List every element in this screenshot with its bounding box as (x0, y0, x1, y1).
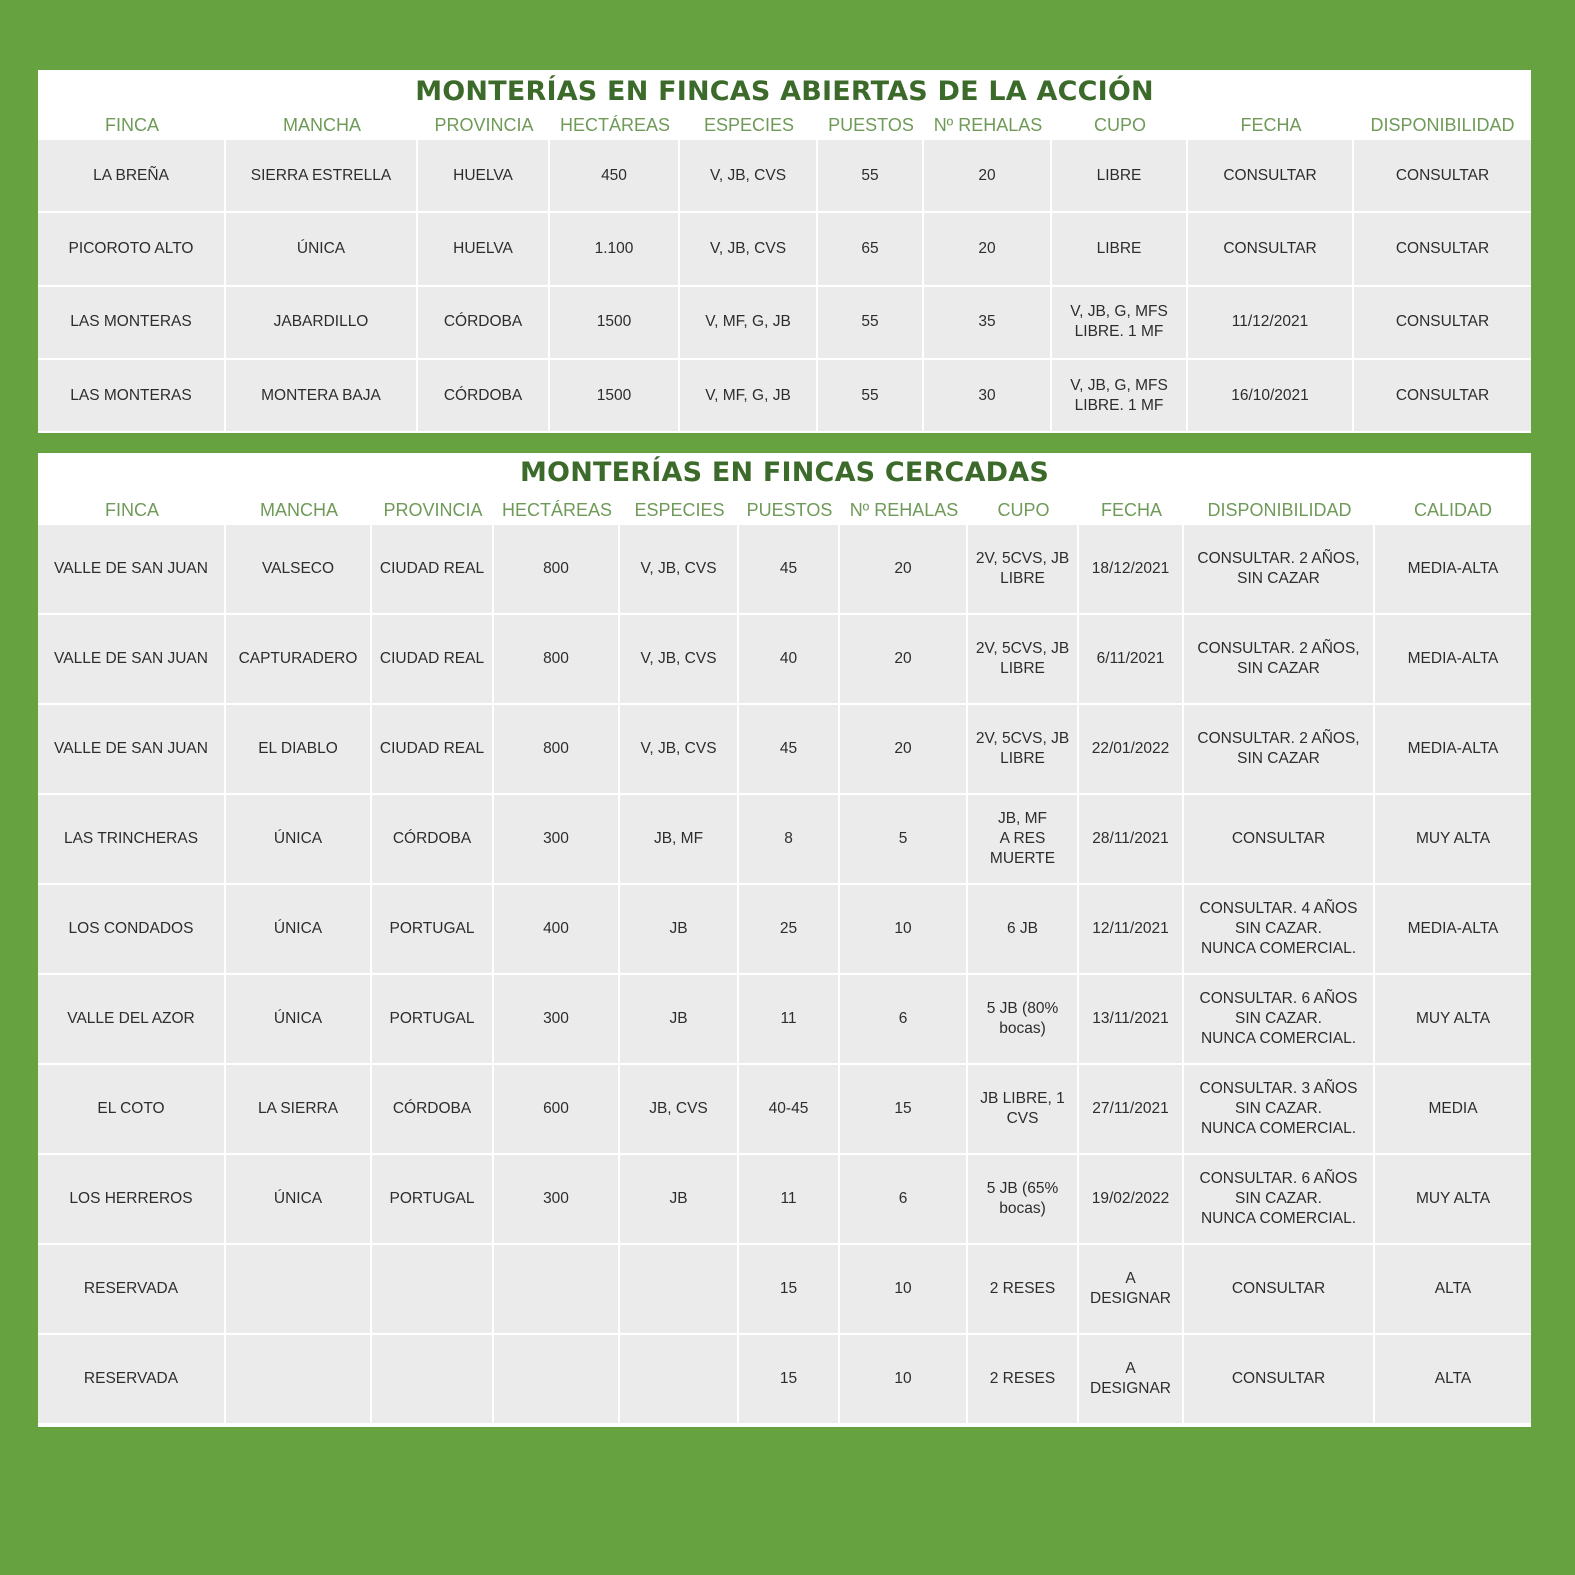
table-cell: ALTA (1375, 1245, 1531, 1335)
table-row (38, 1065, 1531, 1155)
table-cell: MUY ALTA (1375, 795, 1531, 885)
column-header: FINCA (105, 500, 159, 520)
table-cell: 300 (494, 975, 620, 1065)
table-cell: 800 (494, 705, 620, 795)
column-header: ESPECIES (634, 500, 725, 520)
table-cell: HUELVA (418, 140, 550, 213)
table-cell: 13/11/2021 (1079, 975, 1184, 1065)
table-cell: CONSULTAR (1354, 287, 1531, 360)
table-cell: MEDIA-ALTA (1375, 705, 1531, 795)
table-cell: 55 (818, 287, 924, 360)
column-header: PROVINCIA (383, 500, 483, 520)
table-cell: MEDIA-ALTA (1375, 885, 1531, 975)
column-header: FINCA (105, 115, 159, 135)
table-cell: 55 (818, 360, 924, 433)
table-cell: 11/12/2021 (1188, 287, 1354, 360)
table-cell: V, MF, G, JB (680, 287, 818, 360)
table-row (38, 140, 1531, 213)
open-table-body (38, 140, 1531, 433)
table-cell: ÚNICA (226, 213, 418, 286)
column-header: DISPONIBILIDAD (1207, 500, 1352, 520)
table-cell: 22/01/2022 (1079, 705, 1184, 795)
table-cell: CÓRDOBA (418, 287, 550, 360)
table-cell: 20 (840, 525, 968, 615)
table-cell: LA BREÑA (38, 140, 226, 213)
column-header: HECTÁREAS (559, 115, 671, 135)
table-cell: PICOROTO ALTO (38, 213, 226, 286)
table-cell: CONSULTAR. 2 AÑOS, SIN CAZAR (1184, 705, 1375, 795)
table-cell: 300 (494, 1155, 620, 1245)
table-cell: 6 (840, 1155, 968, 1245)
table-cell: ÚNICA (226, 885, 372, 975)
table-cell: 300 (494, 795, 620, 885)
table-cell (494, 1245, 620, 1335)
table-cell: LA SIERRA (226, 1065, 372, 1155)
table-cell: 11 (739, 975, 840, 1065)
table-cell: PORTUGAL (372, 885, 494, 975)
table-cell: V, JB, G, MFS LIBRE. 1 MF (1052, 360, 1188, 433)
table-cell: CONSULTAR (1184, 1245, 1375, 1335)
table-cell: 12/11/2021 (1079, 885, 1184, 975)
table-row (38, 1245, 1531, 1335)
table-cell: JB, MF A RES MUERTE (968, 795, 1079, 885)
column-header: PUESTOS (828, 115, 914, 135)
table-cell: 10 (840, 1335, 968, 1425)
table-cell: MEDIA (1375, 1065, 1531, 1155)
table-cell: 10 (840, 885, 968, 975)
table-cell: JB, MF (620, 795, 739, 885)
table-cell (620, 1245, 739, 1335)
column-header: FECHA (1240, 115, 1302, 135)
table-cell: 40-45 (739, 1065, 840, 1155)
column-header: Nº REHALAS (933, 115, 1043, 135)
table-cell: EL DIABLO (226, 705, 372, 795)
column-header: HECTÁREAS (501, 500, 613, 520)
table-row (38, 705, 1531, 795)
table-cell: 600 (494, 1065, 620, 1155)
table-cell: JB (620, 975, 739, 1065)
table-row (38, 525, 1531, 615)
table-cell: VALLE DE SAN JUAN (38, 525, 226, 615)
column-header: MANCHA (282, 115, 361, 135)
table-cell: V, JB, G, MFS LIBRE. 1 MF (1052, 287, 1188, 360)
table-row (38, 975, 1531, 1065)
table-cell: CÓRDOBA (418, 360, 550, 433)
table-cell: V, JB, CVS (620, 525, 739, 615)
table-cell: MUY ALTA (1375, 1155, 1531, 1245)
open-estates-table (38, 70, 1531, 433)
table-cell: CONSULTAR (1354, 360, 1531, 433)
table-cell: 11 (739, 1155, 840, 1245)
table-cell: 28/11/2021 (1079, 795, 1184, 885)
table-cell: 2 RESES (968, 1245, 1079, 1335)
table-cell: CIUDAD REAL (372, 705, 494, 795)
table-cell: 2V, 5CVS, JB LIBRE (968, 705, 1079, 795)
table-cell: 35 (924, 287, 1052, 360)
table-cell: VALLE DE SAN JUAN (38, 705, 226, 795)
table-cell: 16/10/2021 (1188, 360, 1354, 433)
column-header: PROVINCIA (434, 115, 534, 135)
table-cell: CONSULTAR (1354, 140, 1531, 213)
table-cell: VALLE DEL AZOR (38, 975, 226, 1065)
table-cell: ÚNICA (226, 975, 372, 1065)
table-cell: SIERRA ESTRELLA (226, 140, 418, 213)
table-cell: HUELVA (418, 213, 550, 286)
column-header: PUESTOS (746, 500, 833, 520)
table-cell: 18/12/2021 (1079, 525, 1184, 615)
table-cell: CONSULTAR. 6 AÑOS SIN CAZAR. NUNCA COMERCIAL. (1184, 975, 1375, 1065)
table-cell: 20 (924, 213, 1052, 286)
table-cell: CIUDAD REAL (372, 615, 494, 705)
table-cell: 65 (818, 213, 924, 286)
column-header: FECHA (1100, 500, 1162, 520)
column-header: Nº REHALAS (849, 500, 959, 520)
table-cell: 5 (840, 795, 968, 885)
open-table-title: MONTERÍAS EN FINCAS ABIERTAS DE LA ACCIÓN (415, 76, 1154, 107)
table-cell: 1500 (550, 287, 680, 360)
table-cell: V, JB, CVS (620, 615, 739, 705)
table-cell: 55 (818, 140, 924, 213)
table-cell: 30 (924, 360, 1052, 433)
table-cell: MUY ALTA (1375, 975, 1531, 1065)
table-cell: 25 (739, 885, 840, 975)
table-cell: 15 (739, 1335, 840, 1425)
table-cell: CONSULTAR (1188, 213, 1354, 286)
fenced-table-title: MONTERÍAS EN FINCAS CERCADAS (519, 457, 1050, 488)
table-cell: 27/11/2021 (1079, 1065, 1184, 1155)
table-cell: CONSULTAR. 4 AÑOS SIN CAZAR. NUNCA COMERCIAL. (1184, 885, 1375, 975)
table-cell: 20 (924, 140, 1052, 213)
table-cell: 19/02/2022 (1079, 1155, 1184, 1245)
table-cell: VALSECO (226, 525, 372, 615)
table-row (38, 1335, 1531, 1425)
table-cell: CONSULTAR. 2 AÑOS, SIN CAZAR (1184, 615, 1375, 705)
table-cell: JB, CVS (620, 1065, 739, 1155)
table-cell: 450 (550, 140, 680, 213)
table-cell: V, JB, CVS (620, 705, 739, 795)
table-cell: 800 (494, 615, 620, 705)
table-cell: 2V, 5CVS, JB LIBRE (968, 525, 1079, 615)
table-cell: PORTUGAL (372, 975, 494, 1065)
table-row (38, 213, 1531, 286)
table-cell: V, JB, CVS (680, 213, 818, 286)
table-row (38, 1155, 1531, 1245)
table-cell: ÚNICA (226, 795, 372, 885)
table-cell (372, 1335, 494, 1425)
table-cell: 2 RESES (968, 1335, 1079, 1425)
table-cell: LAS MONTERAS (38, 360, 226, 433)
table-cell: JABARDILLO (226, 287, 418, 360)
table-cell: CONSULTAR. 3 AÑOS SIN CAZAR. NUNCA COMERCIAL. (1184, 1065, 1375, 1155)
table-cell: A DESIGNAR (1079, 1335, 1184, 1425)
column-header: MANCHA (259, 500, 338, 520)
table-cell (226, 1335, 372, 1425)
table-row (38, 287, 1531, 360)
table-cell: RESERVADA (38, 1335, 226, 1425)
table-cell: 6 JB (968, 885, 1079, 975)
table-cell (494, 1335, 620, 1425)
table-cell: CONSULTAR (1184, 795, 1375, 885)
table-cell (226, 1245, 372, 1335)
table-cell: JB (620, 1155, 739, 1245)
table-cell: VALLE DE SAN JUAN (38, 615, 226, 705)
table-cell: 10 (840, 1245, 968, 1335)
table-cell: 45 (739, 525, 840, 615)
table-cell: 40 (739, 615, 840, 705)
table-cell: 15 (840, 1065, 968, 1155)
table-cell: LOS CONDADOS (38, 885, 226, 975)
table-cell: 1500 (550, 360, 680, 433)
table-cell: CIUDAD REAL (372, 525, 494, 615)
table-cell: EL COTO (38, 1065, 226, 1155)
table-cell: MONTERA BAJA (226, 360, 418, 433)
table-cell: LIBRE (1052, 213, 1188, 286)
table-cell: 8 (739, 795, 840, 885)
table-cell: LAS MONTERAS (38, 287, 226, 360)
table-cell: LIBRE (1052, 140, 1188, 213)
table-cell: JB LIBRE, 1 CVS (968, 1065, 1079, 1155)
table-cell: CONSULTAR. 6 AÑOS SIN CAZAR. NUNCA COMERCIAL. (1184, 1155, 1375, 1245)
table-cell: JB (620, 885, 739, 975)
table-cell: CONSULTAR (1184, 1335, 1375, 1425)
table-cell: 20 (840, 615, 968, 705)
table-cell: V, MF, G, JB (680, 360, 818, 433)
column-header: CALIDAD (1413, 500, 1493, 520)
table-cell: LAS TRINCHERAS (38, 795, 226, 885)
fenced-estates-table (38, 453, 1531, 1427)
table-cell: 6 (840, 975, 968, 1065)
table-cell: MEDIA-ALTA (1375, 615, 1531, 705)
column-header: CUPO (997, 500, 1050, 520)
table-cell: CONSULTAR (1354, 213, 1531, 286)
table-cell: 2V, 5CVS, JB LIBRE (968, 615, 1079, 705)
table-cell: CONSULTAR (1188, 140, 1354, 213)
table-cell: ÚNICA (226, 1155, 372, 1245)
table-cell: 6/11/2021 (1079, 615, 1184, 705)
column-header: CUPO (1093, 115, 1146, 135)
table-cell: LOS HERREROS (38, 1155, 226, 1245)
table-cell: 5 JB (80% bocas) (968, 975, 1079, 1065)
table-cell: 400 (494, 885, 620, 975)
open-table-header (38, 112, 1531, 140)
fenced-table-body (38, 525, 1531, 1425)
table-row (38, 795, 1531, 885)
table-cell: CÓRDOBA (372, 1065, 494, 1155)
table-cell: V, JB, CVS (680, 140, 818, 213)
table-cell: CAPTURADERO (226, 615, 372, 705)
column-header: ESPECIES (703, 115, 795, 135)
table-cell: PORTUGAL (372, 1155, 494, 1245)
table-cell: 800 (494, 525, 620, 615)
table-cell: A DESIGNAR (1079, 1245, 1184, 1335)
fenced-table-header (38, 497, 1531, 523)
table-cell: 45 (739, 705, 840, 795)
table-cell: MEDIA-ALTA (1375, 525, 1531, 615)
table-cell: ALTA (1375, 1335, 1531, 1425)
table-row (38, 615, 1531, 705)
table-cell (620, 1335, 739, 1425)
table-row (38, 360, 1531, 433)
table-cell: 20 (840, 705, 968, 795)
table-row (38, 885, 1531, 975)
table-cell (372, 1245, 494, 1335)
table-cell: 1.100 (550, 213, 680, 286)
table-cell: 15 (739, 1245, 840, 1335)
table-cell: CÓRDOBA (372, 795, 494, 885)
column-header: DISPONIBILIDAD (1370, 115, 1515, 135)
table-cell: RESERVADA (38, 1245, 226, 1335)
table-cell: CONSULTAR. 2 AÑOS, SIN CAZAR (1184, 525, 1375, 615)
table-cell: 5 JB (65% bocas) (968, 1155, 1079, 1245)
